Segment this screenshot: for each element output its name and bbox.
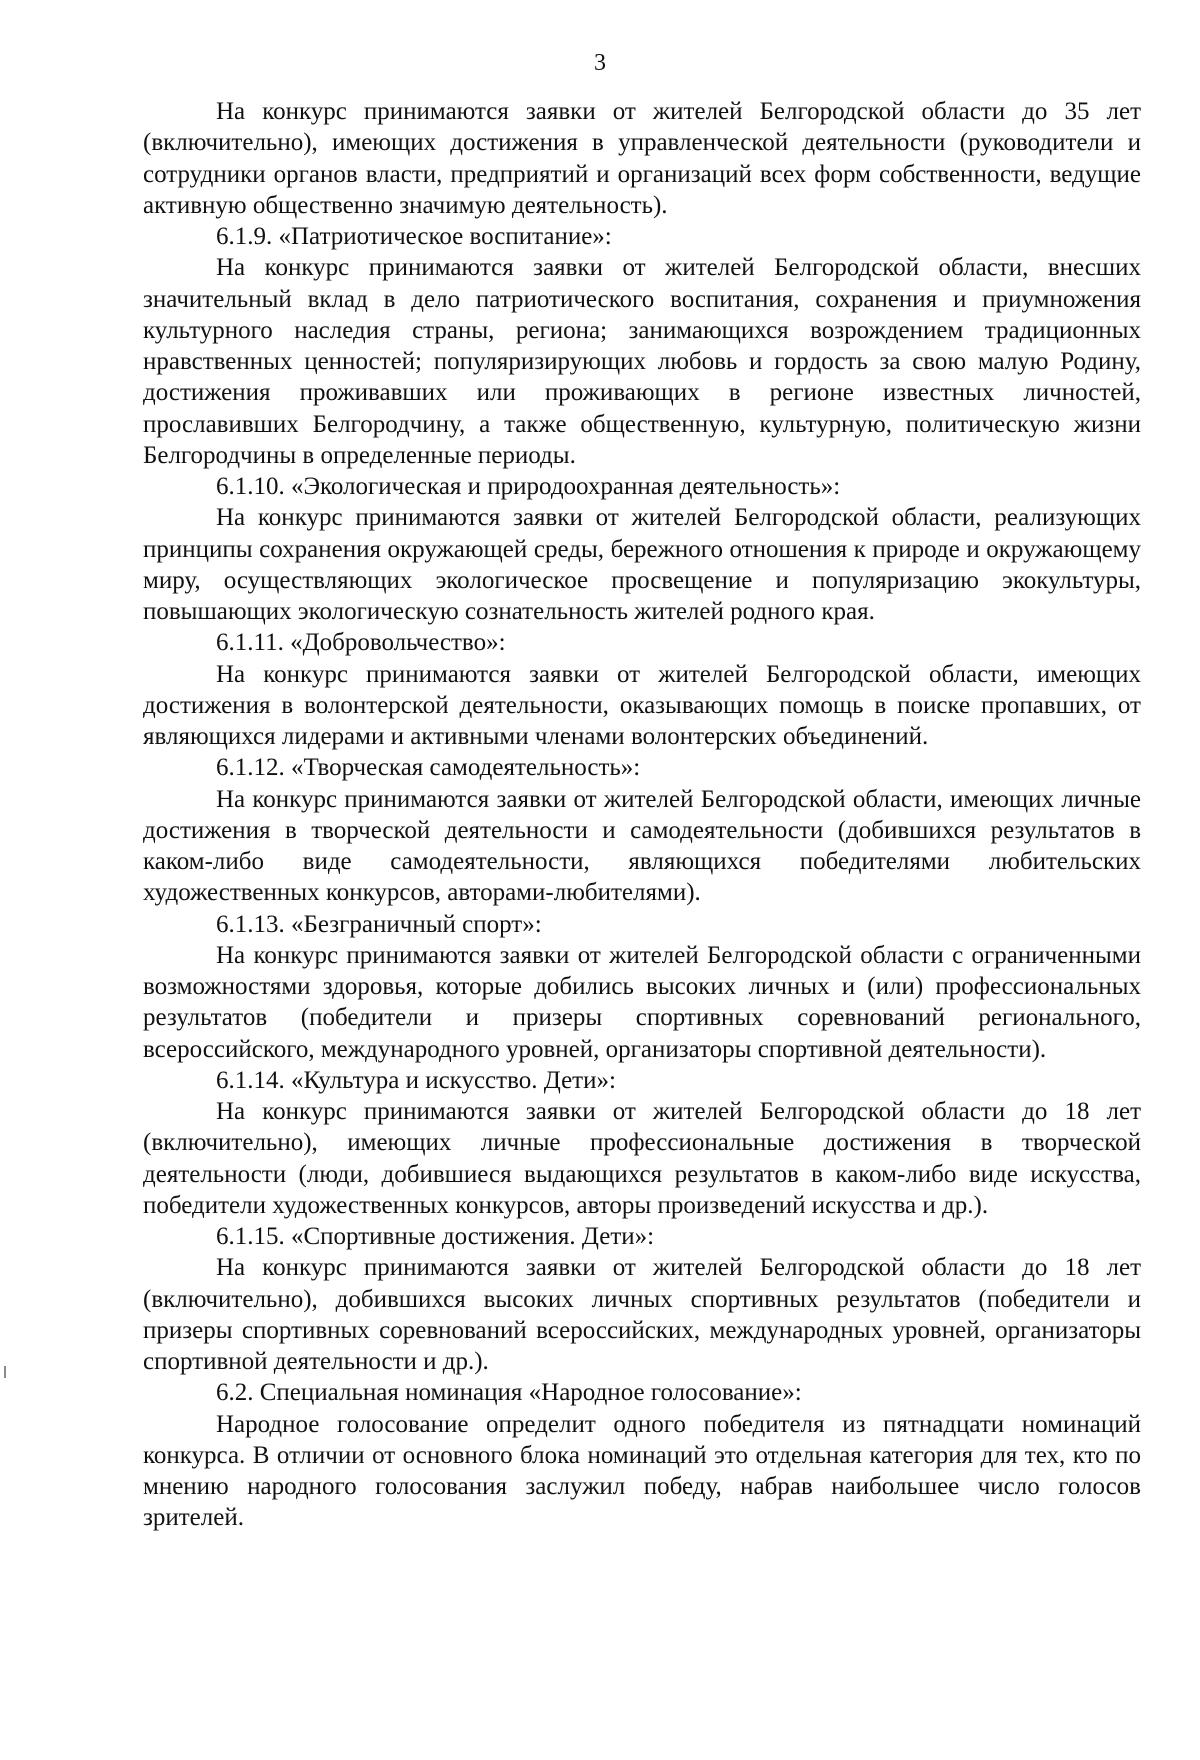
document-body bbox=[143, 96, 1141, 1534]
heading-6-1-11: 6.1.11. «Добровольчество»: bbox=[216, 629, 506, 657]
heading-6-1-14: 6.1.14. «Культура и искусство. Дети»: bbox=[216, 1066, 616, 1094]
heading-6-1-10: 6.1.10. «Экологическая и природоохранная деятельность»: bbox=[216, 473, 841, 500]
paragraph-creative: На конкурс принимаются заявки от жителей Белгородской области, имеющих личные достижения в творческой деятельности и самодеятельности (добившихся результатов в каком-либо виде самодеятельности, являющихся победителями любительских художественных конкурсов, авторами-любителями). bbox=[143, 785, 1141, 907]
paragraph-culture-children: На конкурс принимаются заявки от жителей Белгородской области до 18 лет (включительно), имеющих личные профессиональные достижения в творческой деятельности (люди, добившиеся выдающихся результатов в каком-либо виде искусства, победители художественных конкурсов, авторы произведений искусства и др.). bbox=[143, 1098, 1141, 1219]
paragraph-volunteering: На конкурс принимаются заявки от жителей Белгородской области, имеющих достижения в волонтерской деятельности, оказывающих помощь в поиске пропавших, от являющихся лидерами и активными членами волонтерских объединений. bbox=[143, 660, 1141, 750]
heading-6-1-13: 6.1.13. «Безграничный спорт»: bbox=[216, 910, 542, 938]
heading-6-1-15: 6.1.15. «Спортивные достижения. Дети»: bbox=[216, 1223, 655, 1250]
paragraph-management-intro: На конкурс принимаются заявки от жителей Белгородской области до 35 лет (включительно), имеющих достижения в управленческой деятельности (руководители и сотрудники органов власти, предприятий и организаций всех форм собственности, ведущие активную общественно значимую деятельность). bbox=[143, 98, 1141, 219]
page-number: 3 bbox=[594, 50, 606, 76]
heading-6-1-12: 6.1.12. «Творческая самодеятельность»: bbox=[216, 754, 641, 782]
paragraph-people-vote: Народное голосование определит одного победителя из пятнадцати номинаций конкурса. В отличии от основного блока номинаций это отдельная категория для тех, кто по мнению народного голосования заслужил победу, набрав наибольшее число голосов зрителей. bbox=[143, 1410, 1141, 1532]
paragraph-limitless-sport: На конкурс принимаются заявки от жителей Белгородской области с ограниченными возможностями здоровья, которые добились высоких личных и (или) профессиональных результатов (победители и призеры спортивных соревнований регионального, всероссийского, международного уровней, организаторы спортивной деятельности). bbox=[143, 941, 1141, 1063]
paragraph-ecology: На конкурс принимаются заявки от жителей Белгородской области, реализующих принципы сохранения окружающей среды, бережного отношения к природе и окружающему миру, осуществляющих экологическое просвещение и популяризацию экокультуры, повышающих экологическую сознательность жителей родного края. bbox=[143, 504, 1141, 625]
heading-6-2: 6.2. Специальная номинация «Народное голосование»: bbox=[216, 1379, 802, 1407]
paragraph-patriotic: На конкурс принимаются заявки от жителей Белгородской области, внесших значительный вклад в дело патриотического воспитания, сохранения и приумножения культурного наследия страны, региона; занимающихся возрождением традиционных нравственных ценностей; популяризирующих любовь и гордость за свою малую Родину, достижения проживавших или проживающих в регионе известных личностей, прославивших Белгородчину, а также общественную, культурную, политическую жизни Белгородчины в определенные периоды. bbox=[143, 254, 1141, 469]
paragraph-sport-children: На конкурс принимаются заявки от жителей Белгородской области до 18 лет (включительно), добившихся высоких личных спортивных результатов (победители и призеры спортивных соревнований всероссийских, международных уровней, организаторы спортивной деятельности и др.). bbox=[143, 1254, 1141, 1375]
heading-6-1-9: 6.1.9. «Патриотическое воспитание»: bbox=[216, 223, 612, 250]
scan-artifact-mark bbox=[4, 1366, 6, 1378]
